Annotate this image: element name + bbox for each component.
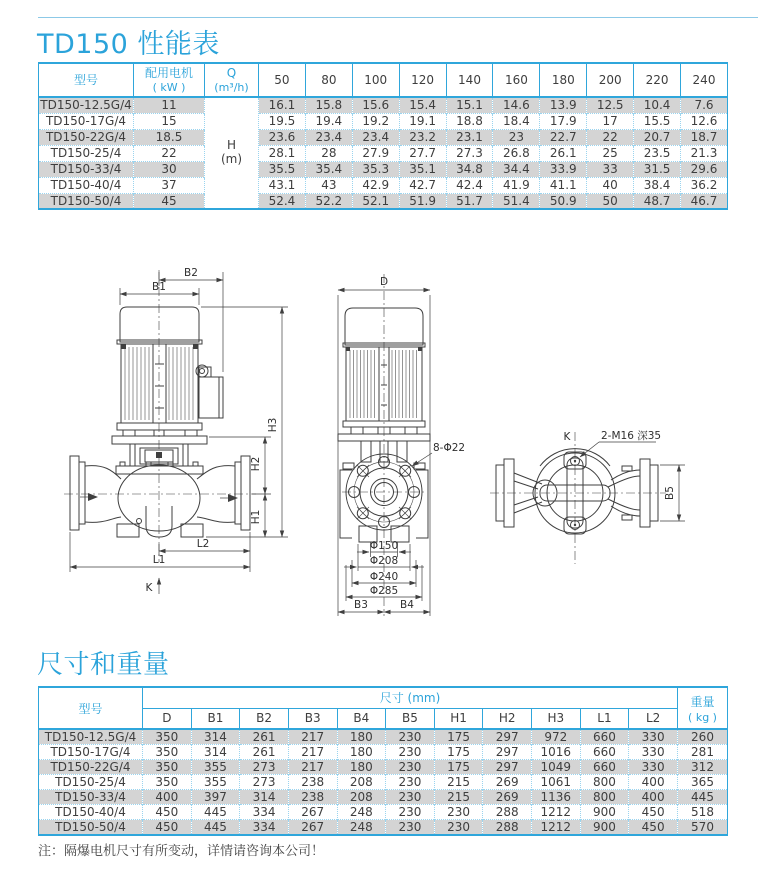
motor-kw-cell: 45 xyxy=(134,193,205,209)
dim-label-tap: 2-M16 深35 xyxy=(601,430,662,442)
dim-value-cell: 297 xyxy=(483,760,532,775)
head-value-cell: 35.1 xyxy=(399,161,446,177)
motor-kw-cell: 37 xyxy=(134,177,205,193)
dim-value-cell: 972 xyxy=(532,729,581,745)
section-title-dimensions: 尺寸和重量 xyxy=(37,650,170,680)
weight-cell: 312 xyxy=(678,760,728,775)
head-value-cell: 10.4 xyxy=(634,97,681,113)
performance-table xyxy=(38,62,728,210)
head-value-cell: 19.5 xyxy=(259,113,306,129)
head-value-cell: 51.4 xyxy=(493,193,540,209)
flow-header-cell: 180 xyxy=(540,63,587,97)
head-value-cell: 27.3 xyxy=(446,145,493,161)
head-value-cell: 21.3 xyxy=(681,145,728,161)
head-value-cell: 23 xyxy=(493,129,540,145)
head-value-cell: 15.4 xyxy=(399,97,446,113)
head-value-cell: 50 xyxy=(587,193,634,209)
dim-value-cell: 208 xyxy=(337,775,386,790)
head-value-cell: 23.2 xyxy=(399,129,446,145)
model-col-header: 型号 xyxy=(39,687,143,729)
dim-value-cell: 330 xyxy=(629,745,678,760)
flow-header-cell: 50 xyxy=(259,63,306,97)
head-value-cell: 16.1 xyxy=(259,97,306,113)
model-cell: TD150-22G/4 xyxy=(39,760,143,775)
dim-label-l1: L1 xyxy=(152,554,166,566)
performance-row xyxy=(39,145,728,161)
dim-label-d240: Φ240 xyxy=(369,571,399,583)
pump-side-view-drawing xyxy=(60,260,310,620)
dim-value-cell: 208 xyxy=(337,790,386,805)
head-value-cell: 22 xyxy=(587,129,634,145)
dim-value-cell: 273 xyxy=(240,760,289,775)
head-value-cell: 38.4 xyxy=(634,177,681,193)
dim-value-cell: 269 xyxy=(483,775,532,790)
dim-value-cell: 273 xyxy=(240,775,289,790)
head-unit-cell: H (m) xyxy=(205,97,259,209)
dim-label-d285: Φ285 xyxy=(369,585,399,597)
dim-value-cell: 230 xyxy=(386,820,435,836)
flow-col-header: Q (m³/h) xyxy=(205,63,259,97)
weight-col-header: 重量 ( kg ) xyxy=(678,687,728,729)
dim-label-b4: B4 xyxy=(400,599,414,611)
head-value-cell: 33 xyxy=(587,161,634,177)
head-value-cell: 26.8 xyxy=(493,145,540,161)
head-value-cell: 7.6 xyxy=(681,97,728,113)
size-header-cell: D xyxy=(143,708,192,729)
performance-row xyxy=(39,161,728,177)
head-value-cell: 52.4 xyxy=(259,193,306,209)
head-value-cell: 19.4 xyxy=(305,113,352,129)
dim-value-cell: 330 xyxy=(629,729,678,745)
dimension-row xyxy=(39,820,728,836)
dim-value-cell: 400 xyxy=(629,775,678,790)
head-value-cell: 18.7 xyxy=(681,129,728,145)
motor-kw-cell: 18.5 xyxy=(134,129,205,145)
motor-outline xyxy=(117,307,223,436)
dim-label-h2: H2 xyxy=(250,456,262,472)
size-header-cell: B5 xyxy=(386,708,435,729)
model-cell: TD150-12.5G/4 xyxy=(40,98,132,113)
dim-label-h3: H3 xyxy=(267,417,279,433)
size-header-cell: B3 xyxy=(288,708,337,729)
performance-row xyxy=(39,97,728,113)
head-value-cell: 28 xyxy=(305,145,352,161)
dim-value-cell: 445 xyxy=(191,820,240,836)
dim-value-cell: 217 xyxy=(288,729,337,745)
dim-value-cell: 267 xyxy=(288,820,337,836)
size-header-cell: B2 xyxy=(240,708,289,729)
size-header-cell: L2 xyxy=(629,708,678,729)
head-value-cell: 23.6 xyxy=(259,129,306,145)
head-value-cell: 35.3 xyxy=(352,161,399,177)
performance-row xyxy=(39,129,728,145)
size-header-cell: B4 xyxy=(337,708,386,729)
dim-value-cell: 1049 xyxy=(532,760,581,775)
model-cell: TD150-22G/4 xyxy=(39,129,134,145)
dim-value-cell: 900 xyxy=(580,820,629,836)
flow-header-cell: 220 xyxy=(634,63,681,97)
head-value-cell: 41.1 xyxy=(540,177,587,193)
dim-value-cell: 215 xyxy=(434,790,483,805)
dim-label-h1: H1 xyxy=(250,509,262,525)
head-value-cell: 23.4 xyxy=(352,129,399,145)
head-value-cell: 51.9 xyxy=(399,193,446,209)
dim-value-cell: 450 xyxy=(143,820,192,836)
head-value-cell: 35.5 xyxy=(259,161,306,177)
dim-value-cell: 297 xyxy=(483,745,532,760)
dim-label-d: D xyxy=(379,276,389,288)
dim-value-cell: 261 xyxy=(240,745,289,760)
pump-top-view-drawing xyxy=(488,428,758,574)
head-value-cell: 19.2 xyxy=(352,113,399,129)
head-value-cell: 42.9 xyxy=(352,177,399,193)
head-value-cell: 22.7 xyxy=(540,129,587,145)
dimension-row xyxy=(39,805,728,820)
dim-value-cell: 400 xyxy=(629,790,678,805)
head-value-cell: 13.9 xyxy=(540,97,587,113)
dim-value-cell: 355 xyxy=(191,760,240,775)
head-value-cell: 27.9 xyxy=(352,145,399,161)
head-value-cell: 23.1 xyxy=(446,129,493,145)
dim-label-l2: L2 xyxy=(196,538,210,550)
size-header-cell: H1 xyxy=(434,708,483,729)
head-value-cell: 35.4 xyxy=(305,161,352,177)
dim-value-cell: 314 xyxy=(240,790,289,805)
model-cell: TD150-25/4 xyxy=(39,145,134,161)
dim-value-cell: 900 xyxy=(580,805,629,820)
dim-value-cell: 334 xyxy=(240,805,289,820)
head-value-cell: 43 xyxy=(305,177,352,193)
dimension-row xyxy=(39,760,728,775)
lantern-outline xyxy=(112,436,207,474)
pump-front-view-drawing xyxy=(305,260,505,620)
dim-value-cell: 180 xyxy=(337,745,386,760)
head-value-cell: 15.5 xyxy=(634,113,681,129)
dim-label-d150: Φ150 xyxy=(369,540,399,552)
head-value-cell: 15.8 xyxy=(305,97,352,113)
flow-header-cell: 140 xyxy=(446,63,493,97)
head-value-cell: 15.6 xyxy=(352,97,399,113)
dimension-row xyxy=(39,790,728,805)
weight-cell: 365 xyxy=(678,775,728,790)
dim-value-cell: 261 xyxy=(240,729,289,745)
head-value-cell: 50.9 xyxy=(540,193,587,209)
dim-value-cell: 350 xyxy=(143,760,192,775)
head-value-cell: 18.4 xyxy=(493,113,540,129)
head-value-cell: 25 xyxy=(587,145,634,161)
dim-value-cell: 1016 xyxy=(532,745,581,760)
flow-header-cell: 160 xyxy=(493,63,540,97)
dim-value-cell: 175 xyxy=(434,760,483,775)
head-value-cell: 20.7 xyxy=(634,129,681,145)
weight-cell: 260 xyxy=(678,729,728,745)
flow-header-cell: 80 xyxy=(305,63,352,97)
model-col-header: 型号 xyxy=(39,63,134,97)
dim-value-cell: 217 xyxy=(288,760,337,775)
dim-value-cell: 230 xyxy=(386,775,435,790)
weight-cell: 445 xyxy=(678,790,728,805)
weight-cell: 518 xyxy=(678,805,728,820)
dim-value-cell: 215 xyxy=(434,775,483,790)
size-header-cell: H3 xyxy=(532,708,581,729)
flow-header-cell: 240 xyxy=(681,63,728,97)
head-value-cell: 40 xyxy=(587,177,634,193)
dim-value-cell: 314 xyxy=(191,745,240,760)
dim-value-cell: 217 xyxy=(288,745,337,760)
model-cell: TD150-25/4 xyxy=(39,775,143,790)
dim-value-cell: 248 xyxy=(337,805,386,820)
head-value-cell: 23.5 xyxy=(634,145,681,161)
dim-value-cell: 175 xyxy=(434,729,483,745)
head-value-cell: 17.9 xyxy=(540,113,587,129)
head-value-cell: 51.7 xyxy=(446,193,493,209)
size-header-cell: B1 xyxy=(191,708,240,729)
head-value-cell: 17 xyxy=(587,113,634,129)
dim-value-cell: 230 xyxy=(386,805,435,820)
model-cell: TD150-50/4 xyxy=(39,193,134,209)
size-group-header: 尺寸 (mm) xyxy=(143,687,678,708)
model-cell: TD150-17G/4 xyxy=(39,113,134,129)
head-value-cell: 28.1 xyxy=(259,145,306,161)
head-value-cell: 43.1 xyxy=(259,177,306,193)
motor-kw-cell: 22 xyxy=(134,145,205,161)
dim-value-cell: 230 xyxy=(434,805,483,820)
dim-value-cell: 397 xyxy=(191,790,240,805)
dim-value-cell: 350 xyxy=(143,745,192,760)
dim-value-cell: 248 xyxy=(337,820,386,836)
flow-header-cell: 200 xyxy=(587,63,634,97)
dim-value-cell: 180 xyxy=(337,729,386,745)
dim-label-b3: B3 xyxy=(354,599,368,611)
dim-value-cell: 330 xyxy=(629,760,678,775)
head-value-cell: 46.7 xyxy=(681,193,728,209)
dim-label-b2: B2 xyxy=(184,267,198,279)
head-value-cell: 26.1 xyxy=(540,145,587,161)
head-value-cell: 18.8 xyxy=(446,113,493,129)
dim-value-cell: 1061 xyxy=(532,775,581,790)
dim-label-bolt: 8-Φ22 xyxy=(433,442,466,454)
dimension-table xyxy=(38,686,728,836)
head-value-cell: 14.6 xyxy=(493,97,540,113)
size-header-cell: L1 xyxy=(580,708,629,729)
top-rule xyxy=(38,17,758,18)
flow-header-cell: 100 xyxy=(352,63,399,97)
motor-kw-cell: 11 xyxy=(134,97,205,113)
dim-value-cell: 355 xyxy=(191,775,240,790)
motor-kw-cell: 15 xyxy=(134,113,205,129)
weight-cell: 281 xyxy=(678,745,728,760)
dim-value-cell: 230 xyxy=(386,729,435,745)
weight-cell: 570 xyxy=(678,820,728,836)
dim-value-cell: 660 xyxy=(580,729,629,745)
dim-value-cell: 450 xyxy=(629,805,678,820)
perf-header-row xyxy=(39,63,728,97)
dim-value-cell: 230 xyxy=(386,760,435,775)
head-value-cell: 48.7 xyxy=(634,193,681,209)
model-cell: TD150-12.5G/4 xyxy=(39,729,143,745)
performance-row xyxy=(39,113,728,129)
head-value-cell: 42.4 xyxy=(446,177,493,193)
dim-value-cell: 800 xyxy=(580,775,629,790)
model-cell: TD150-33/4 xyxy=(39,161,134,177)
dim-value-cell: 445 xyxy=(191,805,240,820)
dimension-lines xyxy=(564,430,685,521)
head-value-cell: 42.7 xyxy=(399,177,446,193)
dim-value-cell: 230 xyxy=(386,790,435,805)
head-value-cell: 23.4 xyxy=(305,129,352,145)
motor-col-header: 配用电机 ( kW ) xyxy=(134,63,205,97)
dim-value-cell: 660 xyxy=(580,760,629,775)
dimension-row xyxy=(39,775,728,790)
dim-value-cell: 350 xyxy=(143,729,192,745)
dim-label-k: K xyxy=(145,582,153,594)
dim-value-cell: 350 xyxy=(143,775,192,790)
dim-value-cell: 238 xyxy=(288,775,337,790)
dim-value-cell: 314 xyxy=(191,729,240,745)
dim-value-cell: 230 xyxy=(434,820,483,836)
dim-value-cell: 267 xyxy=(288,805,337,820)
dim-value-cell: 297 xyxy=(483,729,532,745)
head-value-cell: 34.4 xyxy=(493,161,540,177)
dim-value-cell: 800 xyxy=(580,790,629,805)
size-header-row xyxy=(39,708,728,729)
dimension-lines xyxy=(338,276,465,616)
dim-value-cell: 288 xyxy=(483,805,532,820)
head-value-cell: 12.6 xyxy=(681,113,728,129)
model-cell: TD150-50/4 xyxy=(39,820,143,836)
flow-header-cell: 120 xyxy=(399,63,446,97)
dim-value-cell: 450 xyxy=(143,805,192,820)
head-value-cell: 15.1 xyxy=(446,97,493,113)
dimension-row xyxy=(39,729,728,745)
head-value-cell: 41.9 xyxy=(493,177,540,193)
dim-value-cell: 400 xyxy=(143,790,192,805)
footnote: 注：隔爆电机尺寸有所变动，详情请咨询本公司！ xyxy=(38,844,325,859)
dim-label-b5: B5 xyxy=(664,486,676,500)
page-title: TD150 性能表 xyxy=(37,29,220,60)
pump-body-outline xyxy=(70,456,250,537)
head-value-cell: 12.5 xyxy=(587,97,634,113)
dim-value-cell: 175 xyxy=(434,745,483,760)
model-cell: TD150-33/4 xyxy=(39,790,143,805)
motor-kw-cell: 30 xyxy=(134,161,205,177)
head-value-cell: 52.1 xyxy=(352,193,399,209)
dim-label-b1: B1 xyxy=(152,281,166,293)
dim-value-cell: 180 xyxy=(337,760,386,775)
dim-value-cell: 288 xyxy=(483,820,532,836)
volute-top-outline xyxy=(533,449,615,534)
size-header-cell: H2 xyxy=(483,708,532,729)
head-value-cell: 34.8 xyxy=(446,161,493,177)
dimension-row xyxy=(39,745,728,760)
dimension-table-body xyxy=(39,729,728,835)
performance-row xyxy=(39,177,728,193)
model-cell: TD150-17G/4 xyxy=(39,745,143,760)
performance-row xyxy=(39,193,728,209)
dim-label-k: K xyxy=(563,431,571,443)
model-cell: TD150-40/4 xyxy=(39,805,143,820)
head-value-cell: 29.6 xyxy=(681,161,728,177)
head-value-cell: 27.7 xyxy=(399,145,446,161)
dim-label-d208: Φ208 xyxy=(369,555,399,567)
dim-value-cell: 450 xyxy=(629,820,678,836)
dim-value-cell: 1212 xyxy=(532,805,581,820)
dim-value-cell: 238 xyxy=(288,790,337,805)
dim-value-cell: 334 xyxy=(240,820,289,836)
dim-value-cell: 1136 xyxy=(532,790,581,805)
head-value-cell: 19.1 xyxy=(399,113,446,129)
dim-value-cell: 660 xyxy=(580,745,629,760)
head-value-cell: 36.2 xyxy=(681,177,728,193)
dim-value-cell: 269 xyxy=(483,790,532,805)
head-value-cell: 33.9 xyxy=(540,161,587,177)
head-value-cell: 52.2 xyxy=(305,193,352,209)
performance-table-body xyxy=(39,97,728,209)
head-value-cell: 31.5 xyxy=(634,161,681,177)
model-cell: TD150-40/4 xyxy=(39,177,134,193)
dim-value-cell: 230 xyxy=(386,745,435,760)
dim-value-cell: 1212 xyxy=(532,820,581,836)
